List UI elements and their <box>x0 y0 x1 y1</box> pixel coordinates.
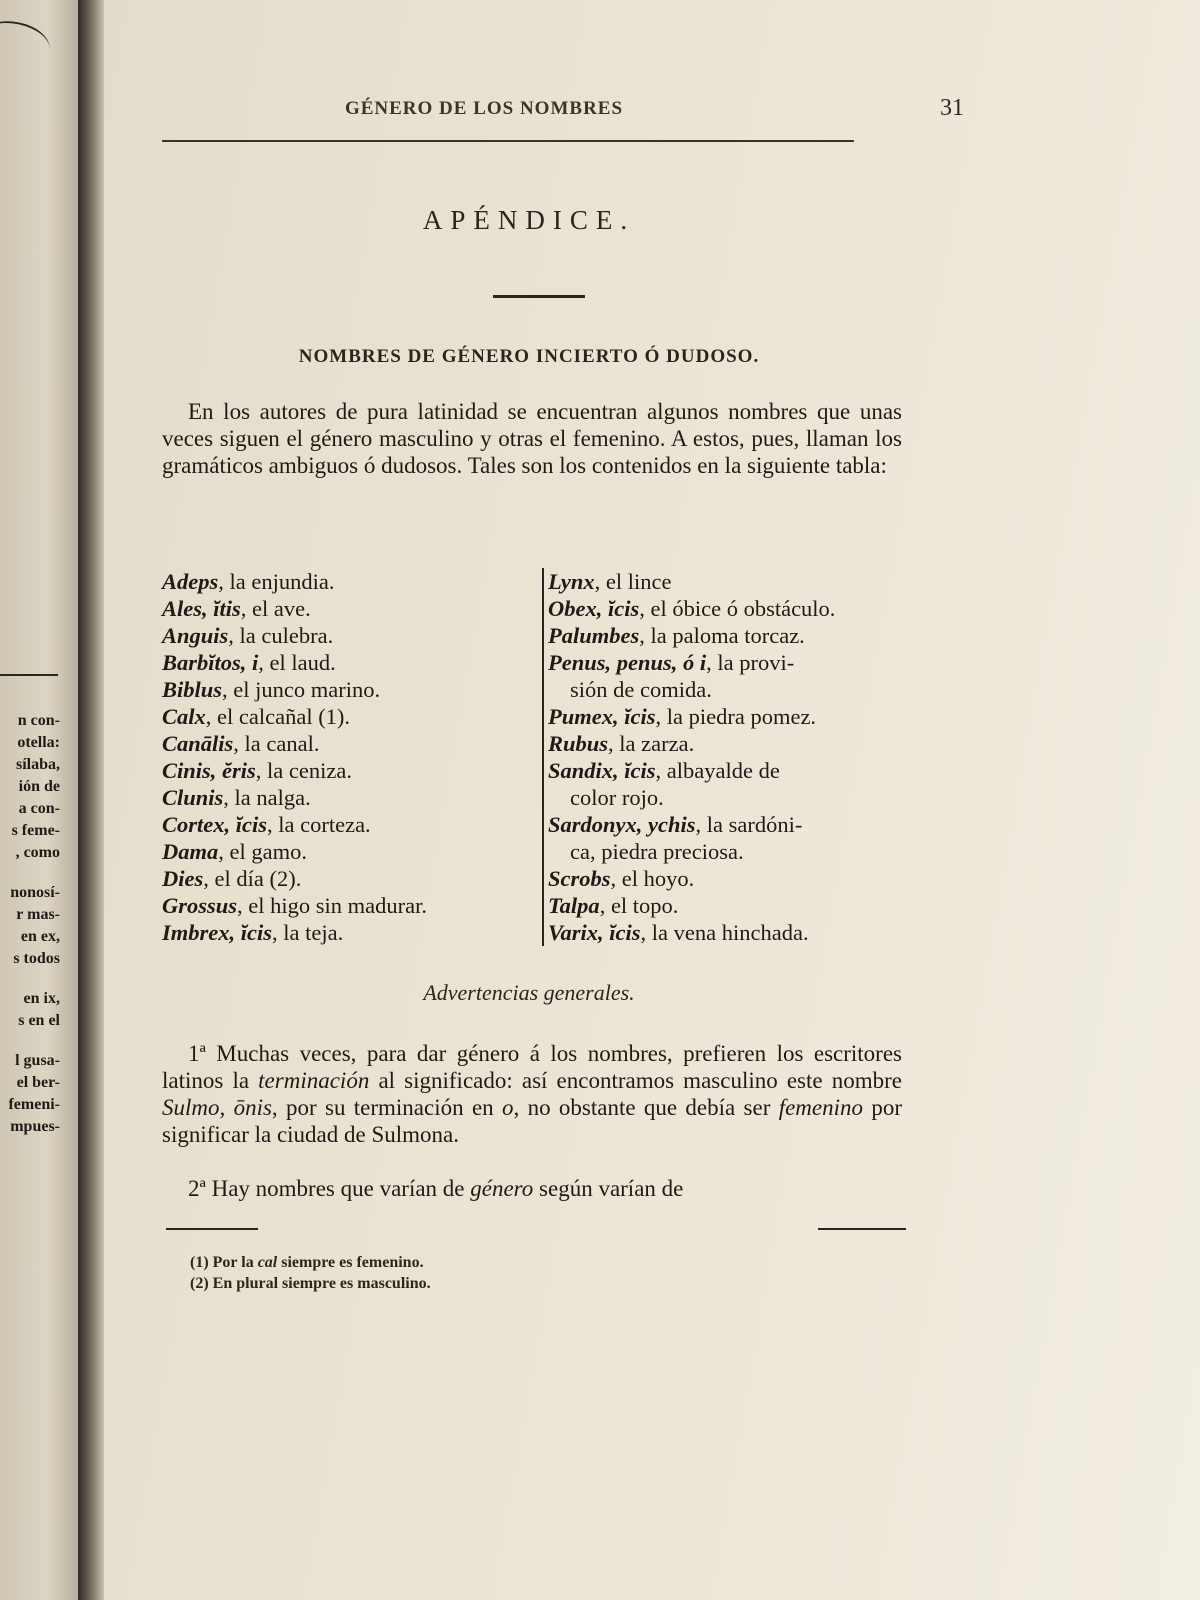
word-entry <box>162 784 540 811</box>
word-gloss: , la vena hinchada. <box>640 920 809 945</box>
word-gloss: , la enjundia. <box>218 569 335 594</box>
latin-word: Clunis <box>162 785 224 810</box>
word-entry <box>548 703 910 730</box>
header-rule <box>162 140 854 142</box>
word-gloss: , albayalde de <box>655 758 780 783</box>
word-gloss: , el higo sin madurar. <box>237 893 428 918</box>
italic-term: género <box>470 1176 534 1201</box>
word-entry <box>162 730 540 757</box>
latin-word: Cinis, ĕris <box>162 758 256 783</box>
italic-term: femenino <box>778 1095 863 1120</box>
latin-word: Imbrex, ĭcis <box>162 920 272 945</box>
paragraph-text: según varían de <box>533 1176 684 1201</box>
word-entry <box>162 865 540 892</box>
word-gloss: , la teja. <box>272 920 344 945</box>
word-gloss: , el gamo. <box>218 839 307 864</box>
word-gloss: , el ave. <box>240 596 311 621</box>
section-title: NOMBRES DE GÉNERO INCIERTO Ó DUDOSO. <box>298 346 760 367</box>
paragraph-text: , por su terminación en <box>271 1095 502 1120</box>
running-head <box>164 95 964 128</box>
facing-text-line: s en el <box>18 1012 60 1029</box>
latin-word: Adeps <box>162 569 219 594</box>
facing-text-line: s todos <box>13 950 60 967</box>
word-entry <box>162 676 540 703</box>
word-gloss: , la sardóni- <box>695 812 803 837</box>
facing-text-line: a con- <box>18 800 60 817</box>
footnote-rule-right <box>818 1228 906 1230</box>
intro-text: En los autores de pura latinidad se encuentran algunos nombres que unas veces siguen el género masculino y otras el femenino. A estos, pues, llaman los gramáticos ambiguos ó dudosos. Tales son los contenidos en la siguiente tabla: <box>162 399 902 478</box>
italic-term: Sulmo, ōnis <box>162 1095 272 1120</box>
word-entry <box>548 649 910 703</box>
appendix-title: APÉNDICE. <box>422 205 636 235</box>
latin-word: Sardonyx, ychis <box>548 812 696 837</box>
word-gloss: , el junco marino. <box>222 677 381 702</box>
word-gloss: , el día (2). <box>203 866 302 891</box>
italic-term: cal <box>257 1254 278 1271</box>
facing-text-line: n con- <box>17 712 60 729</box>
facing-text-line: r mas- <box>16 906 60 923</box>
footnote-text: (1) Por la <box>190 1254 258 1271</box>
paragraph-text: 1ª Muchas veces, para dar género á los nombres, prefieren los escritores latinos la <box>162 1041 902 1093</box>
latin-word: Scrobs <box>548 866 611 891</box>
word-entry <box>162 622 540 649</box>
advertencia-paragraph-2 <box>162 1175 902 1202</box>
latin-word: Lynx <box>548 569 595 594</box>
facing-text-line: l gusa- <box>15 1052 60 1069</box>
facing-text-line: ión de <box>18 778 60 795</box>
word-gloss: , la provi- <box>706 650 795 675</box>
word-entry <box>548 892 910 919</box>
word-gloss: , el topo. <box>599 893 679 918</box>
word-entry <box>548 622 910 649</box>
word-entry <box>548 919 910 946</box>
word-table-right-column <box>542 568 910 946</box>
latin-word: Barbĭtos, i <box>162 650 259 675</box>
intro-paragraph <box>162 398 902 479</box>
word-gloss: , la piedra pomez. <box>655 704 817 729</box>
word-gloss: , la paloma torcaz. <box>639 623 805 648</box>
word-entry <box>162 595 540 622</box>
paragraph-text: , no obstante que debía ser <box>513 1095 779 1120</box>
word-gloss: , la culebra. <box>228 623 334 648</box>
word-entry <box>162 649 540 676</box>
word-gloss-continued: ca, piedra preciosa. <box>570 839 744 864</box>
running-title: GÉNERO DE LOS NOMBRES <box>344 98 624 119</box>
footnotes <box>190 1252 431 1294</box>
latin-word: Pumex, ĭcis <box>548 704 656 729</box>
word-entry <box>548 757 910 811</box>
facing-text-gap <box>8 972 60 990</box>
facing-text-line: en ix, <box>23 990 60 1007</box>
latin-word: Canālis <box>162 731 234 756</box>
word-table-left-column <box>162 568 540 946</box>
word-gloss: , el hoyo. <box>610 866 695 891</box>
word-gloss: , la corteza. <box>267 812 371 837</box>
facing-text-line: sílaba, <box>15 756 60 773</box>
ornament-rule <box>493 295 585 298</box>
facing-page-text <box>8 712 60 1140</box>
latin-word: Calx <box>162 704 206 729</box>
word-entry <box>548 865 910 892</box>
paragraph-text: por significar la ciudad de Sulmona. <box>162 1095 902 1147</box>
word-entry <box>162 919 540 946</box>
facing-text-line: mpues- <box>10 1118 60 1135</box>
book-gutter <box>78 0 104 1600</box>
paragraph-text: 2ª Hay nombres que varían de <box>188 1176 471 1201</box>
latin-word: Talpa <box>548 893 600 918</box>
advertencias-title: Advertencias generales. <box>423 980 635 1005</box>
word-entry <box>162 703 540 730</box>
word-gloss: , el óbice ó obstáculo. <box>639 596 836 621</box>
word-entry <box>162 568 540 595</box>
latin-word: Obex, ĭcis <box>548 596 640 621</box>
facing-text-line: otella: <box>17 734 60 751</box>
latin-word: Dies <box>162 866 204 891</box>
facing-text-line: femeni- <box>8 1096 60 1113</box>
latin-word: Anguis <box>162 623 229 648</box>
word-gloss: , la canal. <box>233 731 320 756</box>
italic-term: terminación <box>258 1068 370 1093</box>
word-gloss: , el lince <box>594 569 672 594</box>
word-gloss: , el laud. <box>258 650 336 675</box>
word-gloss: , la nalga. <box>223 785 311 810</box>
footnote-2: (2) En plural siempre es masculino. <box>190 1275 431 1292</box>
word-gloss: , la zarza. <box>608 731 695 756</box>
paragraph-text: al significado: así encontramos masculino este nombre <box>369 1068 902 1093</box>
facing-text-line: nonosí- <box>10 884 60 901</box>
word-gloss-continued: color rojo. <box>570 785 664 810</box>
facing-text-line: en ex, <box>20 928 60 945</box>
italic-term: o <box>501 1095 514 1120</box>
word-gloss: , el calcañal (1). <box>205 704 351 729</box>
word-gloss-continued: sión de comida. <box>570 677 712 702</box>
word-gloss: , la ceniza. <box>255 758 352 783</box>
advertencia-paragraph-1 <box>162 1040 902 1148</box>
facing-text-line: , como <box>15 844 60 861</box>
word-entry <box>548 730 910 757</box>
facing-text-gap <box>8 1034 60 1052</box>
latin-word: Dama <box>162 839 219 864</box>
latin-word: Ales, ĭtis <box>162 596 241 621</box>
latin-word: Sandix, ĭcis <box>548 758 656 783</box>
word-entry <box>162 757 540 784</box>
facing-page <box>0 0 78 1600</box>
latin-word: Penus, penus, ó i <box>548 650 707 675</box>
latin-word: Rubus <box>548 731 609 756</box>
latin-word: Biblus <box>162 677 223 702</box>
footnote-1 <box>190 1252 431 1273</box>
latin-word: Grossus <box>162 893 238 918</box>
book-page <box>104 0 1200 1600</box>
facing-page-mark <box>0 15 54 71</box>
footnote-rule-left <box>166 1228 258 1230</box>
latin-word: Palumbes <box>548 623 640 648</box>
word-entry <box>162 838 540 865</box>
word-entry <box>548 568 910 595</box>
word-entry <box>548 811 910 865</box>
word-entry <box>548 595 910 622</box>
facing-page-rule <box>0 674 58 676</box>
latin-word: Varix, ĭcis <box>548 920 641 945</box>
word-entry <box>162 892 540 919</box>
word-entry <box>162 811 540 838</box>
facing-text-line: s feme- <box>11 822 60 839</box>
page-number: 31 <box>940 95 964 121</box>
latin-word: Cortex, ĭcis <box>162 812 267 837</box>
facing-text-line: el ber- <box>16 1074 60 1091</box>
footnote-text: siempre es femenino. <box>277 1254 424 1271</box>
facing-text-gap <box>8 866 60 884</box>
